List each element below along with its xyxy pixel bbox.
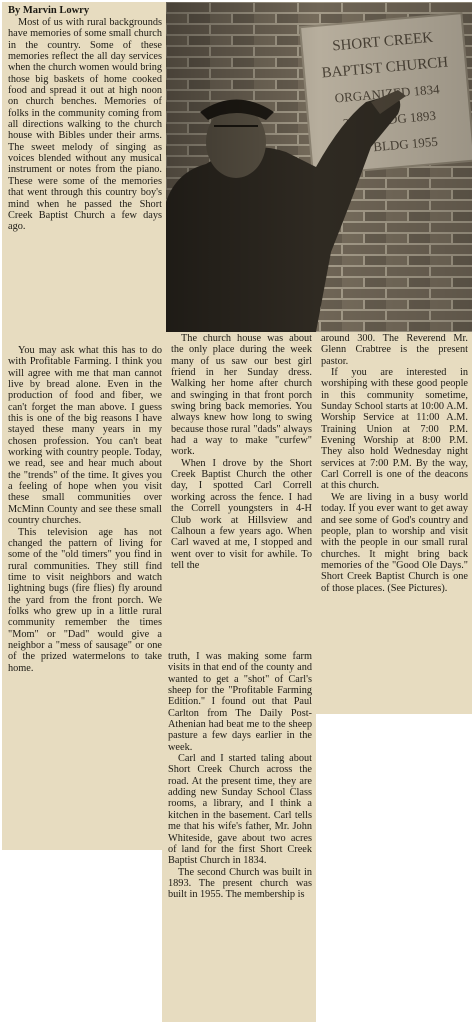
article-paragraph: around 300. The Reverend Mr. Glenn Crabtree is the present pastor. xyxy=(321,333,468,367)
article-paragraph: When I drove by the Short Creek Baptist Church the other day, I spotted Carl Correll working across the fence. I had the Correll youngsters in 4-H Club work at Hillsview and Calhoun a few years ago. When Carl waved at me, I stopped and went over to visit for awhile. To tell the xyxy=(171,457,312,571)
article-column-1-top xyxy=(2,2,166,345)
article-paragraph: The church house was about the only place during the week many of us saw our best girl friend in her Sunday dress. Walking her home after church and swinging in that front porch swing bring back memories. You always knew how long to swing because those rural "dads" always had a way to make "curfew" work. xyxy=(171,333,312,458)
article-column-3 xyxy=(316,332,472,714)
article-paragraph: If you are interested in worshiping with these good people in this community sometime, Sunday School starts at 10:00 A.M. Worship Service at 11:00 A.M. Training Union at 7:00 P.M. Evening Worship at 8:00 P.M. They also hold Wednesday night services at 7:00 P.M. By the way, Carl Correll is one of the deacons at this church. xyxy=(321,367,468,492)
article-paragraph: Most of us with rural backgrounds have memories of some small church in the country. Some of these memories reflect the all day services when the church women would bring those big baskets of home cooked food and spread it out at high noon on church benches. Memories of folks in the community coming from all directions walking to the church house with Bibles under their arms. The sweet melody of singing as voices blended without any musical instrument or notes from the piano. These were some of the memories that went through this country boy's mind when he passed the Short Creek Baptist Church a few days ago. xyxy=(8,17,162,233)
byline: By Marvin Lowry xyxy=(8,5,90,16)
article-paragraph: You may ask what this has to do with Profitable Farming. I think you will agree with me that man cannot live by bread alone. Even in the production of food and fiber, we can't forget the man above. I guess this is one of the big reasons I have stayed these many years in my chosen profession. You can't beat working with country people. Today, we read, see and hear much about the "trends" of the time. It gives you a feeling of hope when you visit these small communities over McMinn County and see these small country churches. xyxy=(8,345,162,527)
church-cornerstone-photo xyxy=(166,2,472,332)
article-paragraph: The second Church was built in 1893. The present church was built in 1955. The membership is xyxy=(168,866,312,901)
article-column-1-bottom xyxy=(2,345,166,850)
article-column-2-bottom xyxy=(162,650,316,1022)
article-column-2-top xyxy=(166,332,316,650)
article-paragraph: truth, I was making some farm visits in that end of the county and wanted to get a "shot" of Carl's sheep for the "Profitable Farming Edition." I found out that Paul Carlton from The Daily Post-Athenian had beat me to the sheep pasture a few days earlier in the week. xyxy=(168,651,312,753)
article-paragraph: We are living in a busy world today. If you ever want to get away and see some of God's country and people, plan to worship and visit with the people in our small rural churches. It might bring back memories of the "Good Ole Days." Short Creek Baptist Church is one of those places. (See Pictures). xyxy=(321,491,468,594)
photo-image xyxy=(166,2,472,332)
article-paragraph: This television age has not changed the pattern of living for some of the "old timers" you find in rural communities. They still find time to visit neighbors and watch lightning bugs (fire flies) fly around the yard from the front porch. We folks who grew up in a little rural community remember the times "Mom" or "Dad" would give a neighbor a "mess of sausage" or one of the prized watermelons to take home. xyxy=(8,526,162,674)
article-paragraph: Carl and I started taling about Short Creek Church across the road. At the present time, they are adding new Sunday School Class rooms, a library, and I think a kitchen in the basement. Carl tells me that his wife's father, Mr. John Whiteside, gave about two acres of land for the first Short Creek Baptist Church in 1834. xyxy=(168,753,312,867)
